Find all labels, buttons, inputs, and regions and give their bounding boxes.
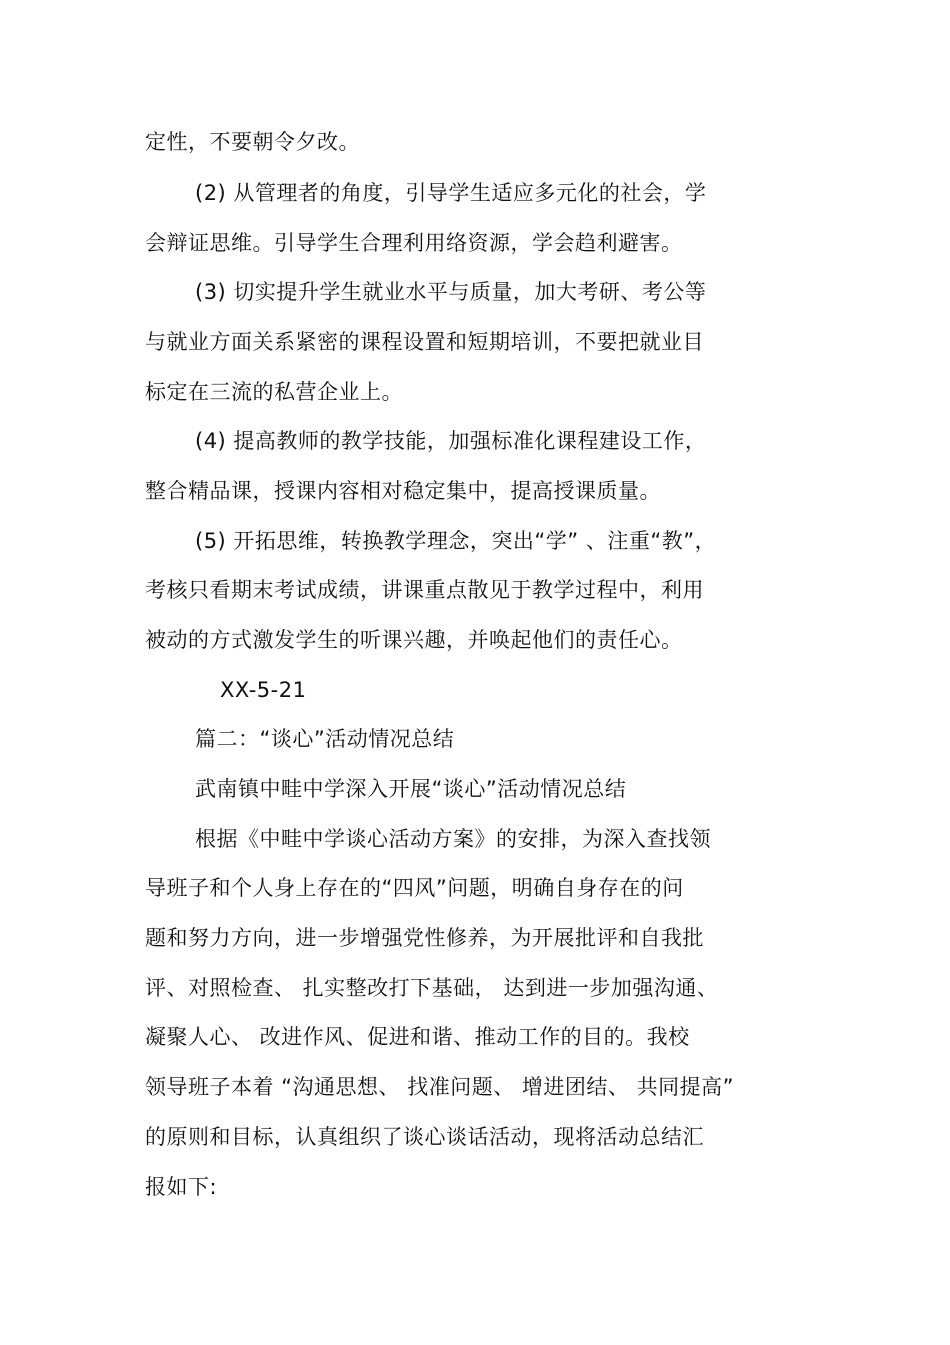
text-line: 定性，不要朝令夕改。 <box>145 130 360 154</box>
text-line: (2) 从管理者的角度，引导学生适应多元化的社会，学 <box>195 181 707 205</box>
text-line: 考核只看期末考试成绩，讲课重点散见于教学过程中，利用 <box>145 578 704 602</box>
text-line: 报如下: <box>145 1175 218 1199</box>
text-line: 题和努力方向，进一步增强党性修养，为开展批评和自我批 <box>145 926 704 950</box>
text-line: 被动的方式激发学生的听课兴趣，并唤起他们的责任心。 <box>145 628 683 652</box>
text-line: 导班子和个人身上存在的“四风”问题，明确自身存在的问 <box>145 876 684 900</box>
text-line: 凝聚人心、 改进作风、促进和谐、推动工作的目的。我校 <box>145 1025 690 1049</box>
text-line: 根据《中畦中学谈心活动方案》的安排，为深入查找领 <box>195 827 711 851</box>
section-heading: 篇二：“谈心”活动情况总结 <box>195 727 455 751</box>
text-line: 的原则和目标，认真组织了谈心谈话活动，现将活动总结汇 <box>145 1125 704 1149</box>
text-line: (4) 提高教师的教学技能，加强标准化课程建设工作， <box>195 429 707 453</box>
text-line: (5) 开拓思维，转换教学理念，突出“学” 、注重“教”， <box>195 529 717 553</box>
article-title: 武南镇中畦中学深入开展“谈心”活动情况总结 <box>195 777 627 801</box>
date-line: XX-5-21 <box>220 678 307 702</box>
text-line: 标定在三流的私营企业上。 <box>145 380 403 404</box>
text-line: 会辩证思维。引导学生合理利用络资源，学会趋利避害。 <box>145 231 683 255</box>
text-line: (3) 切实提升学生就业水平与质量，加大考研、考公等 <box>195 280 707 304</box>
text-line: 评、对照检查、 扎实整改打下基础， 达到进一步加强沟通、 <box>145 976 719 1000</box>
text-line: 与就业方面关系紧密的课程设置和短期培训，不要把就业目 <box>145 330 704 354</box>
text-line: 领导班子本着 “沟通思想、 找准问题、 增进团结、 共同提高” <box>145 1075 734 1099</box>
text-line: 整合精品课，授课内容相对稳定集中，提高授课质量。 <box>145 479 661 503</box>
